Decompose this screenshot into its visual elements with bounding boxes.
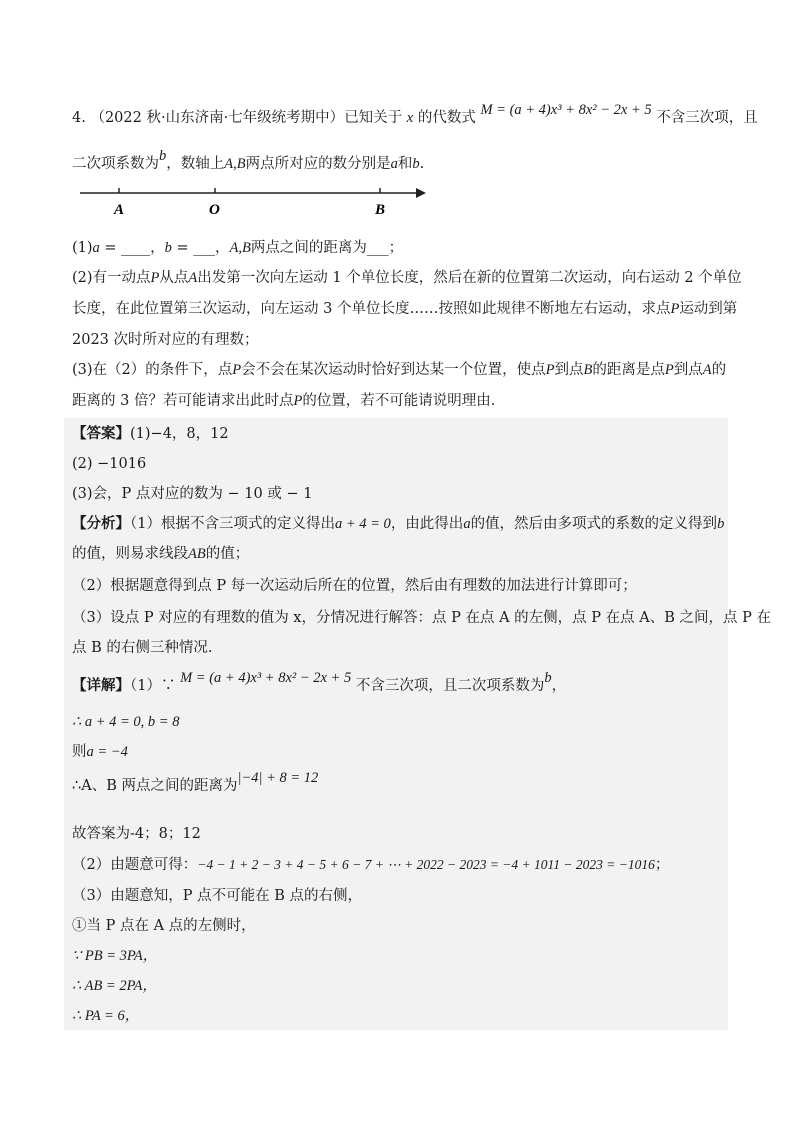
part-1: (1)a = ____，b = ___，A,B两点之间的距离为___； bbox=[72, 240, 404, 256]
label-a: A bbox=[114, 202, 125, 218]
label-b: B bbox=[375, 202, 386, 218]
detail-line-11: ∴ PA = 6， bbox=[72, 1008, 140, 1024]
answer-line-1: 【答案】(1)−4，8，12 bbox=[72, 425, 229, 442]
detail-line-10: ∴ AB = 2PA， bbox=[72, 978, 157, 994]
detail-line-7: （3）由题意知，P 点不可能在 B 点的右侧， bbox=[72, 888, 362, 904]
number-line bbox=[78, 180, 428, 220]
detail-line-9: ∵ PB = 3PA， bbox=[72, 948, 158, 964]
formula-M: M = (a + 4)x³ + 8x² − 2x + 5 bbox=[480, 102, 652, 118]
answer-tag: 【答案】 bbox=[72, 425, 130, 442]
analysis-line-4: （3）设点 P 对应的有理数的值为 x，分情况进行解答：点 P 在点 A 的左侧，点 P 在点 A、B 之间，点 P 在 bbox=[72, 610, 771, 626]
question-line-1: 4. （2022 秋·山东济南·七年级统考期中）已知关于 x 的代数式 M = (a + 4)x³ + 8x² − 2x + 5 不含三次项，且 bbox=[72, 102, 758, 126]
answer-line-3: (3)会，P 点对应的数为 − 10 或 − 1 bbox=[72, 486, 313, 502]
analysis-line-1: 【分析】（1）根据不含三项式的定义得出a + 4 = 0，由此得出a的值，然后由多项式的系数的定义得到b bbox=[72, 515, 725, 532]
detail-line-3: 则a = −4 bbox=[72, 744, 128, 760]
detail-line-5: 故答案为-4；8；12 bbox=[72, 826, 201, 842]
detail-line-1: 【详解】（1）∵ M = (a + 4)x³ + 8x² − 2x + 5 不含三次项，且二次项系数为b， bbox=[72, 670, 567, 694]
detail-line-4: ∴A、B 两点之间的距离为|−4| + 8 = 12 bbox=[72, 770, 319, 794]
question-source: （2022 秋·山东济南·七年级统考期中） bbox=[90, 110, 345, 126]
detail-line-6: （2）由题意可得：−4 − 1 + 2 − 3 + 4 − 5 + 6 − 7 + ⋯ + 2022 − 2023 = −4 + 1011 − 2023 = −1016； bbox=[72, 857, 670, 873]
label-o: O bbox=[209, 202, 220, 218]
detail-line-2: ∴ a + 4 = 0, b = 8 bbox=[72, 714, 180, 730]
number-line-arrow bbox=[416, 188, 426, 198]
part-3-line-2: 距离的 3 倍？若可能请求出此时点P的位置，若不可能请说明理由. bbox=[72, 393, 496, 409]
detail-line-8: ①当 P 点在 A 点的左侧时， bbox=[72, 918, 256, 934]
part-3-line-1: (3)在（2）的条件下，点P会不会在某次运动时恰好到达某一个位置，使点P到点B的距离是点P到点A的 bbox=[72, 362, 727, 378]
analysis-line-2: 的值，则易求线段AB的值； bbox=[72, 546, 250, 562]
question-number: 4. bbox=[72, 110, 86, 126]
analysis-line-5: 点 B 的右侧三种情况. bbox=[72, 640, 213, 656]
part-2-line-3: 2023 次时所对应的有理数； bbox=[72, 332, 259, 348]
part-2-line-2: 长度，在此位置第三次运动，向左运动 3 个单位长度……按照如此规律不断地左右运动，求点P运动到第 bbox=[72, 301, 738, 317]
analysis-tag: 【分析】 bbox=[72, 515, 130, 532]
part-2-line-1: (2)有一动点P从点A出发第一次向左运动 1 个单位长度，然后在新的位置第二次运动，向右运动 2 个单位 bbox=[72, 270, 742, 286]
question-line-2: 二次项系数为b，数轴上A,B两点所对应的数分别是a和b. bbox=[72, 148, 425, 172]
answer-line-2: (2) −1016 bbox=[72, 456, 147, 472]
detail-tag: 【详解】 bbox=[72, 677, 130, 694]
analysis-line-3: （2）根据题意得到点 P 每一次运动后所在的位置，然后由有理数的加法进行计算即可； bbox=[72, 578, 637, 594]
